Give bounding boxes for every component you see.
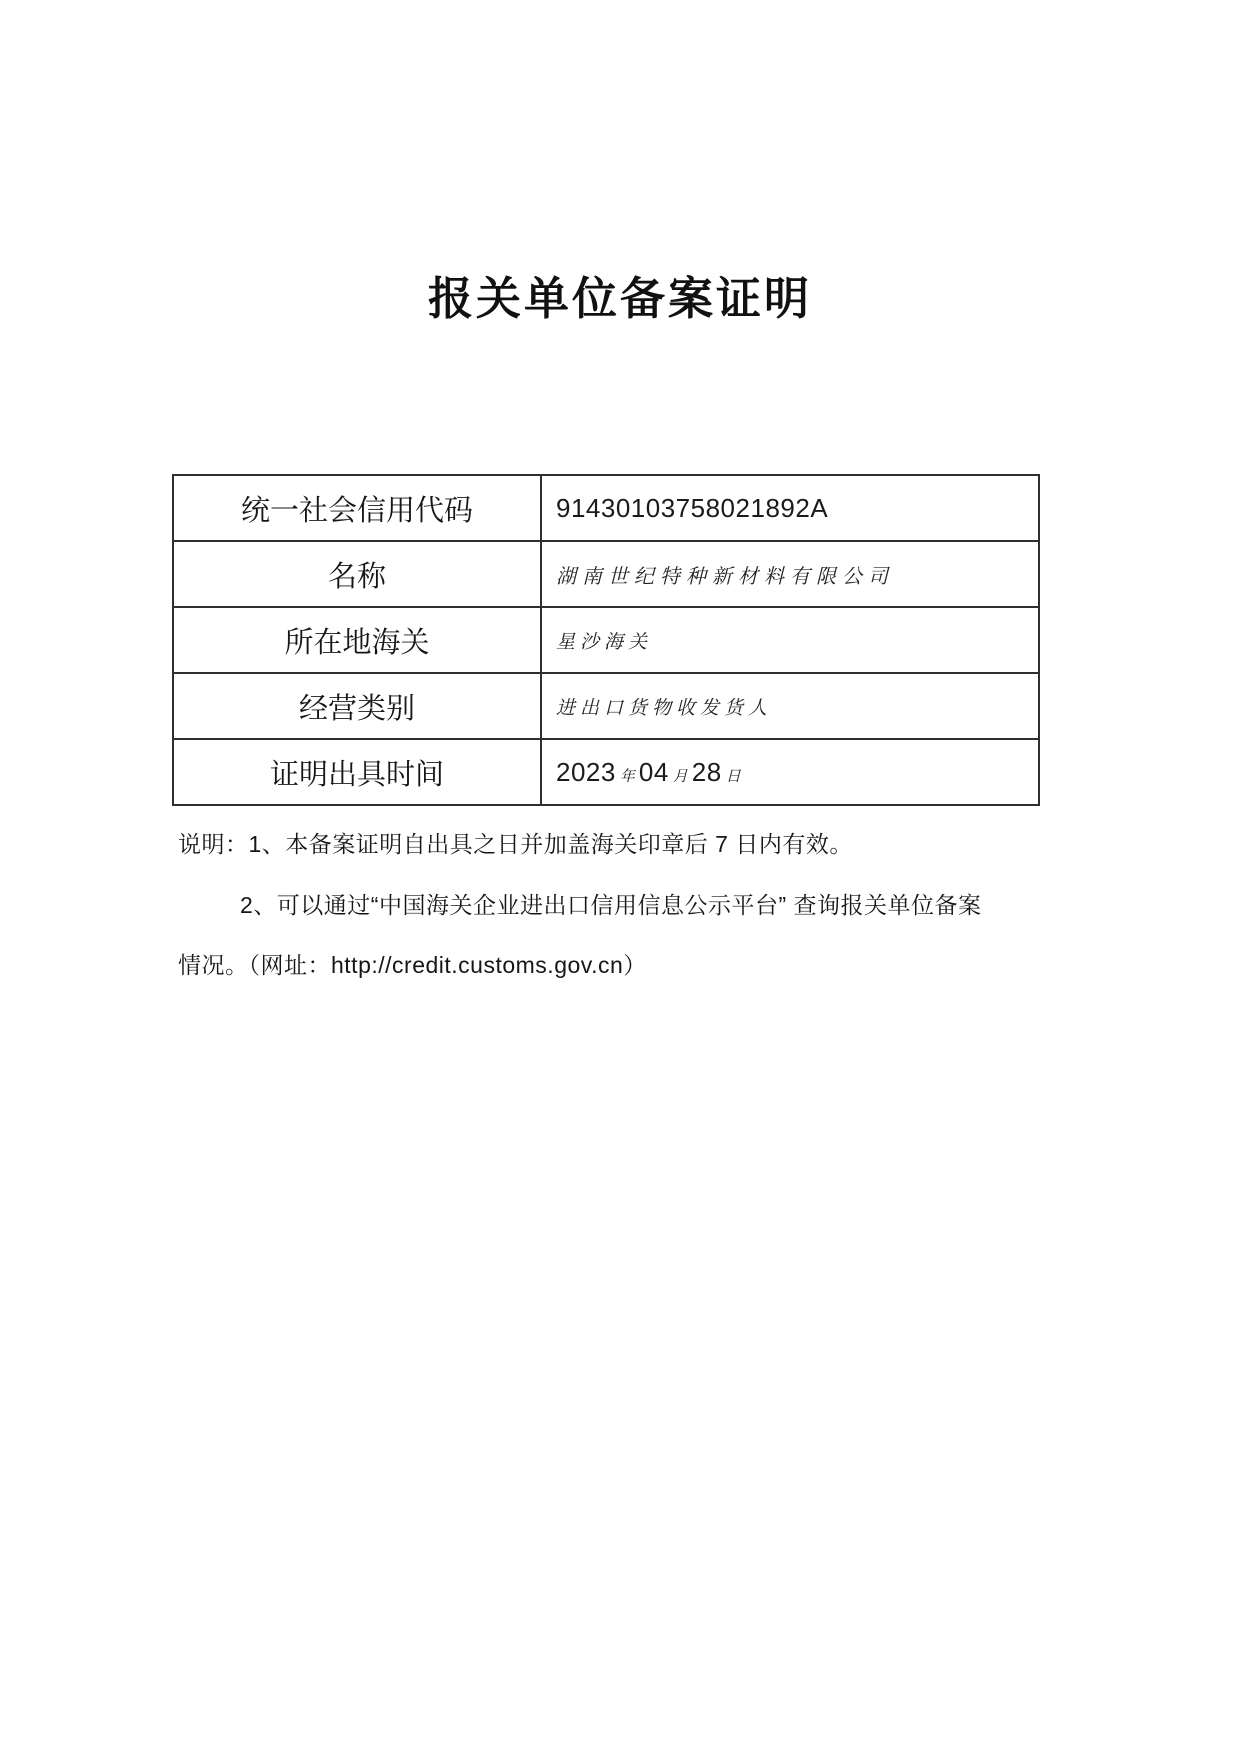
- registration-table: [172, 474, 1040, 806]
- customs-location-value-handwritten: 星沙海关: [556, 630, 653, 653]
- issue-date-value: [541, 739, 1039, 805]
- credit-code-value: 91430103758021892A: [556, 492, 829, 523]
- issue-date-day: 28: [691, 756, 722, 787]
- company-name-label: 名称: [173, 541, 541, 607]
- issue-date-year-unit-handwritten: 年: [619, 766, 635, 785]
- credit-code-label: 统一社会信用代码: [173, 475, 541, 541]
- table-row-credit-code: [173, 475, 1039, 541]
- page-title: 报关单位备案证明: [427, 273, 812, 324]
- business-category-value-handwritten: 进出口货物收发货人: [556, 696, 773, 719]
- table-row-issue-date: [173, 739, 1039, 805]
- business-category-label: 经营类别: [173, 673, 541, 739]
- issue-date-year: 2023: [556, 756, 616, 787]
- customs-location-label: 所在地海关: [173, 607, 541, 673]
- table-row-business-category: [173, 673, 1039, 739]
- issue-date-month: 04: [638, 756, 669, 787]
- issue-date-day-unit-handwritten: 日: [725, 766, 741, 785]
- note-line-2: 2、可以通过“中国海关企业进出口信用信息公示平台” 查询报关单位备案: [240, 892, 982, 918]
- issue-date-label: 证明出具时间: [173, 739, 541, 805]
- company-name-value-handwritten: 湖南世纪特种新材料有限公司: [556, 563, 894, 588]
- note-line-1: 说明：1、本备案证明自出具之日并加盖海关印章后 7 日内有效。: [178, 831, 853, 857]
- note-line-3-url: 情况。（网址：http://credit.customs.gov.cn）: [178, 952, 647, 978]
- table-row-company-name: [173, 541, 1039, 607]
- table-row-customs-location: [173, 607, 1039, 673]
- issue-date-month-unit-handwritten: 月: [672, 766, 688, 785]
